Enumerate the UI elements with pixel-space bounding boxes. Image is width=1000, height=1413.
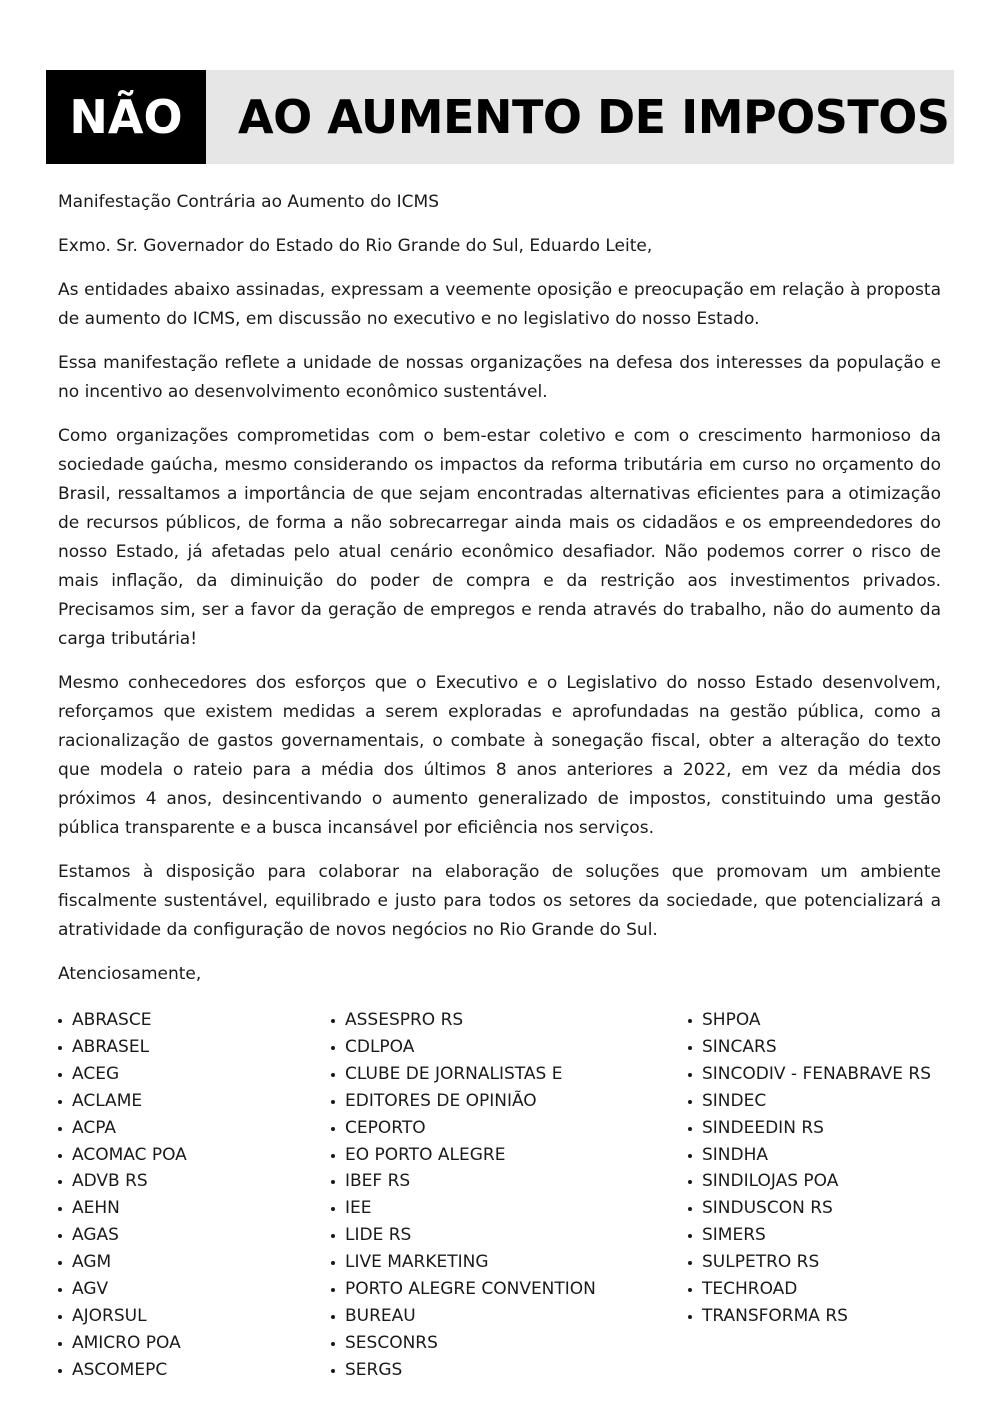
signatory-item: TECHROAD	[688, 1276, 968, 1303]
signatory-item: LIVE MARKETING	[331, 1249, 631, 1276]
signatory-item: AGV	[58, 1276, 308, 1303]
signatory-item: SIMERS	[688, 1222, 968, 1249]
signatory-item: AGM	[58, 1249, 308, 1276]
signatory-item: ASSESPRO RS	[331, 1007, 631, 1034]
signatory-item: CDLPOA	[331, 1034, 631, 1061]
signatory-item: ABRASCE	[58, 1007, 308, 1034]
letter-paragraph: As entidades abaixo assinadas, expressam a veemente oposição e preocupação em relação à proposta de aumento do ICMS, em discussão no executivo e no legislativo do nosso Estado.	[58, 280, 941, 329]
signatory-item: ASCOMEPC	[58, 1357, 308, 1384]
signatories-column-1	[58, 1007, 308, 1384]
signatory-item: ACOMAC POA	[58, 1142, 308, 1169]
signatory-item: ACEG	[58, 1061, 308, 1088]
letter-closing: Atenciosamente,	[58, 964, 202, 984]
banner-no-label: NÃO	[46, 70, 206, 164]
signatory-item: IBEF RS	[331, 1168, 631, 1195]
signatory-item: CEPORTO	[331, 1115, 631, 1142]
signatory-item: AEHN	[58, 1195, 308, 1222]
signatory-item: SINDUSCON RS	[688, 1195, 968, 1222]
signatory-item: ADVB RS	[58, 1168, 308, 1195]
signatory-item: AJORSUL	[58, 1303, 308, 1330]
signatory-item: SINDILOJAS POA	[688, 1168, 968, 1195]
signatory-item: SULPETRO RS	[688, 1249, 968, 1276]
signatory-item: AMICRO POA	[58, 1330, 308, 1357]
letter-paragraph: Essa manifestação reflete a unidade de nossas organizações na defesa dos interesses da população e no incentivo ao desenvolvimento econômico sustentável.	[58, 353, 941, 402]
signatory-item: SHPOA	[688, 1007, 968, 1034]
signatory-item: TRANSFORMA RS	[688, 1303, 968, 1330]
letter-body	[58, 188, 941, 989]
signatory-item: EO PORTO ALEGRE	[331, 1142, 631, 1169]
signatory-item: ACPA	[58, 1115, 308, 1142]
letter-subject: Manifestação Contrária ao Aumento do ICMS	[58, 192, 440, 212]
signatory-item: SESCONRS	[331, 1330, 631, 1357]
signatory-item: IEE	[331, 1195, 631, 1222]
signatory-item: BUREAU	[331, 1303, 631, 1330]
signatory-item: AGAS	[58, 1222, 308, 1249]
signatory-item: CLUBE DE JORNALISTAS E	[331, 1061, 631, 1088]
signatory-item: ACLAME	[58, 1088, 308, 1115]
signatory-item: ABRASEL	[58, 1034, 308, 1061]
headline-banner	[46, 70, 954, 164]
signatory-item: SERGS	[331, 1357, 631, 1384]
signatory-item: LIDE RS	[331, 1222, 631, 1249]
signatory-item: SINDEEDIN RS	[688, 1115, 968, 1142]
letter-greeting: Exmo. Sr. Governador do Estado do Rio Grande do Sul, Eduardo Leite,	[58, 236, 653, 256]
signatories-column-2	[331, 1007, 631, 1384]
letter-paragraph: Mesmo conhecedores dos esforços que o Executivo e o Legislativo do nosso Estado desenvolvem, reforçamos que existem medidas a serem exploradas e aprofundadas na gestão pública, como a racionalização de gastos governamentais, o combate à sonegação fiscal, obter a alteração do texto que modela o rateio para a média dos últimos 8 anos anteriores a 2022, em vez da média dos próximos 4 anos, desincentivando o aumento generalizado de impostos, constituindo uma gestão pública transparente e a busca incansável por eficiência nos serviços.	[58, 673, 941, 838]
signatory-item: SINDHA	[688, 1142, 968, 1169]
signatories-column-3	[688, 1007, 968, 1330]
letter-paragraph: Como organizações comprometidas com o bem-estar coletivo e com o crescimento harmonioso da sociedade gaúcha, mesmo considerando os impactos da reforma tributária em curso no orçamento do Brasil, ressaltamos a importância de que sejam encontradas alternativas eficientes para a otimização de recursos públicos, de forma a não sobrecarregar ainda mais os cidadãos e os empreendedores do nosso Estado, já afetadas pelo atual cenário econômico desafiador. Não podemos correr o risco de mais inflação, da diminuição do poder de compra e da restrição aos investimentos privados. Precisamos sim, ser a favor da geração de empregos e renda através do trabalho, não do aumento da carga tributária!	[58, 426, 941, 649]
banner-headline: AO AUMENTO DE IMPOSTOS	[238, 90, 950, 144]
signatory-item: SINCARS	[688, 1034, 968, 1061]
signatory-item: PORTO ALEGRE CONVENTION	[331, 1276, 631, 1303]
signatory-item: SINCODIV - FENABRAVE RS	[688, 1061, 968, 1088]
signatory-item: SINDEC	[688, 1088, 968, 1115]
letter-paragraph: Estamos à disposição para colaborar na elaboração de soluções que promovam um ambiente fiscalmente sustentável, equilibrado e justo para todos os setores da sociedade, que potencializará a atratividade da configuração de novos negócios no Rio Grande do Sul.	[58, 862, 941, 940]
signatory-item: EDITORES DE OPINIÃO	[331, 1088, 631, 1115]
